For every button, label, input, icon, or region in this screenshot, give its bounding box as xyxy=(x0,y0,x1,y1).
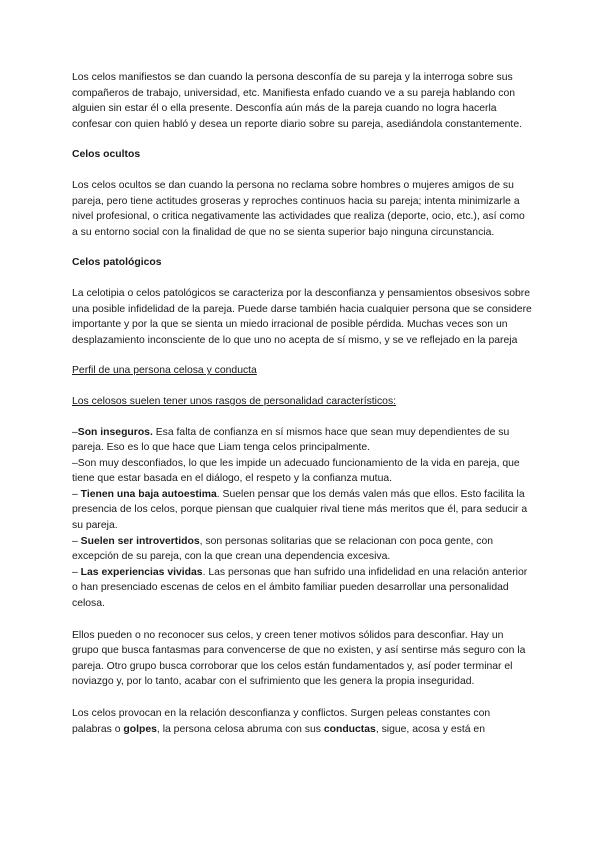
trait-item: –Son inseguros. Esa falta de confianza en sí mismos hace que sean muy dependientes de su pareja. Eso es lo que hace que Liam tenga celos principalmente. xyxy=(72,426,510,454)
paragraph-ocultos: Los celos ocultos se dan cuando la persona no reclama sobre hombres o mujeres amigos de su pareja, pero tiene actitudes groseras y reproches continuos hacia su pareja; intenta minimizarle a nivel profesional, o critica negativamente las actividades que realiza (deporte, ocio, etc.), así como a su entorno social con la finalidad de que no se sienta superior bajo ninguna circunstancia. xyxy=(72,179,525,238)
traits-list xyxy=(72,425,532,612)
trait-item: – Las experiencias vividas. Las personas que han sufrido una infidelidad en una relación anterior o han presenciado escenas de celos en el ámbito familiar pueden desarrollar una personalidad celosa. xyxy=(72,566,528,610)
paragraph-patologicos: La celotipia o celos patológicos se caracteriza por la desconfianza y pensamientos obsesivos sobre una posible infidelidad de la pareja. Puede darse también hacia cualquier persona que se considere importante y por la que se sienta un miedo irracional de posible pérdida. Muchas veces son un desplazamiento inconsciente de lo que uno no acepta de sí mismo, y se ve reflejado en la pareja xyxy=(72,287,532,346)
trait-item: – Suelen ser introvertidos, son personas solitarias que se relacionan con poca gente, con excepción de su pareja, con la que crean una dependencia excesiva. xyxy=(72,535,494,563)
heading-celos-ocultos: Celos ocultos xyxy=(72,149,141,161)
paragraph-reconocer: Ellos pueden o no reconocer sus celos, y creen tener motivos sólidos para desconfiar. Hay un grupo que busca fantasmas para convencerse de que no existen, y así sentirse más seguro con la pareja. Otro grupo busca corroborar que los celos están fundamentados y, así poder terminar el noviazgo y, por lo tanto, acabar con el sufrimiento que les genera la propia inseguridad. xyxy=(72,629,526,688)
trait-item: – Tienen una baja autoestima. Suelen pensar que los demás valen más que ellos. Esto facilita la presencia de los celos, porque piensan que cualquier rival tiene más meritos que él, para seducir a su pareja. xyxy=(72,488,528,532)
subheading-rasgos: Los celosos suelen tener unos rasgos de personalidad característicos: xyxy=(72,395,397,407)
paragraph-conflictos: Los celos provocan en la relación desconfianza y conflictos. Surgen peleas constantes con palabras o golpes, la persona celosa abruma con sus conductas, sigue, acosa y está en xyxy=(72,708,491,735)
paragraph-manifiestos: Los celos manifiestos se dan cuando la persona desconfía de su pareja y la interroga sobre sus compañeros de trabajo, universidad, etc. Manifiesta enfado cuando ve a su pareja hablando con alguien sin estar él o ella presente. Desconfía aún más de la pareja cuando no logra hacerla confesar con quien habló y desea un reporte diario sobre su pareja, asediándola constantemente. xyxy=(72,72,522,130)
document-body xyxy=(72,70,532,737)
trait-item: –Son muy desconfiados, lo que les impide un adecuado funcionamiento de la vida en pareja, que tiene que estar basada en el diálogo, el respeto y la confianza mutua. xyxy=(72,457,520,485)
heading-celos-patologicos: Celos patológicos xyxy=(72,257,162,269)
subheading-perfil: Perfil de una persona celosa y conducta xyxy=(72,365,257,377)
